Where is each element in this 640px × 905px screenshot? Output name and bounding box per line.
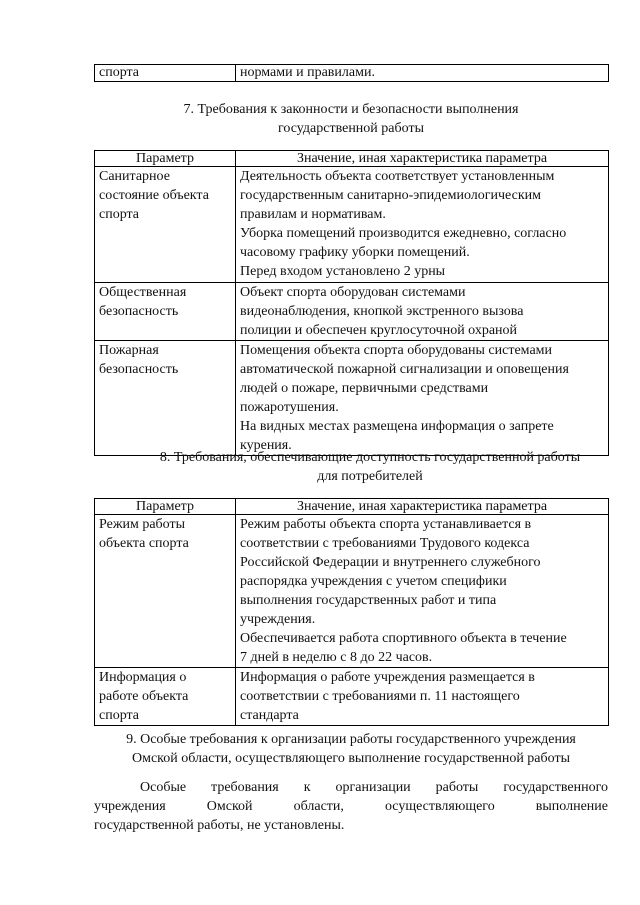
table-row [95,167,609,283]
row-param-fire-safety: Пожарная безопасность [95,341,236,456]
section-9-paragraph: Особые требования к организации работы государственного учреждения Омской области, осуществляющего выполнение государственной работы, не установлены. [94,780,608,833]
top-table-cell-value: нормами и правилами. [236,65,609,82]
row-value-fire-safety: Помещения объекта спорта оборудованы системами автоматической пожарной сигнализации и оповещения людей о пожаре, первичными средствами пожаротушения. На видных местах размещена информация о запрете курения. [236,341,609,456]
table-header-param: Параметр [95,151,236,167]
table-row [95,283,609,341]
section-9-heading: 9. Особые требования к организации работы государственного учреждения Омской области, осуществляющего выполнение государственной работы [126,732,576,766]
table-row [95,515,609,668]
row-param-public-safety: Общественная безопасность [95,283,236,341]
section-7-heading: 7. Требования к законности и безопасности выполнения государственной работы [183,102,519,136]
top-table-fragment [94,64,609,82]
row-param-sanitary: Санитарное состояние объекта спорта [95,167,236,283]
row-value-work-mode: Режим работы объекта спорта устанавливается в соответствии с требованиями Трудового кодекса Российской Федерации и внутреннего служебного распорядка учреждения с учетом специфики выполнения государственных работ и типа учреждения. Обеспечивается работа спортивного объекта в течение 7 дней в неделю с 8 до 22 часов. [236,515,609,668]
row-value-work-info: Информация о работе учреждения размещается в соответствии с требованиями п. 11 настоящего стандарта [236,668,609,726]
section-7-table [94,150,609,456]
row-param-work-info: Информация о работе объекта спорта [95,668,236,726]
section-8-table [94,498,609,726]
row-param-work-mode: Режим работы объекта спорта [95,515,236,668]
table-header-param: Параметр [95,499,236,515]
row-value-sanitary: Деятельность объекта соответствует установленным государственным санитарно-эпидемиологическим правилам и нормативам. Уборка помещений производится ежедневно, согласно часовому графику уборки помещений. Перед входом установлено 2 урны [236,167,609,283]
section-8-heading: 8. Требования, обеспечивающие доступность государственной работы для потребителей [159,450,581,484]
table-row [95,341,609,456]
table-row [95,668,609,726]
row-value-public-safety: Объект спорта оборудован системами видеонаблюдения, кнопкой экстренного вызова полиции и обеспечен круглосуточной охраной [236,283,609,341]
table-header-value: Значение, иная характеристика параметра [236,499,609,515]
top-table-cell-param: спорта [95,65,236,82]
table-header-value: Значение, иная характеристика параметра [236,151,609,167]
